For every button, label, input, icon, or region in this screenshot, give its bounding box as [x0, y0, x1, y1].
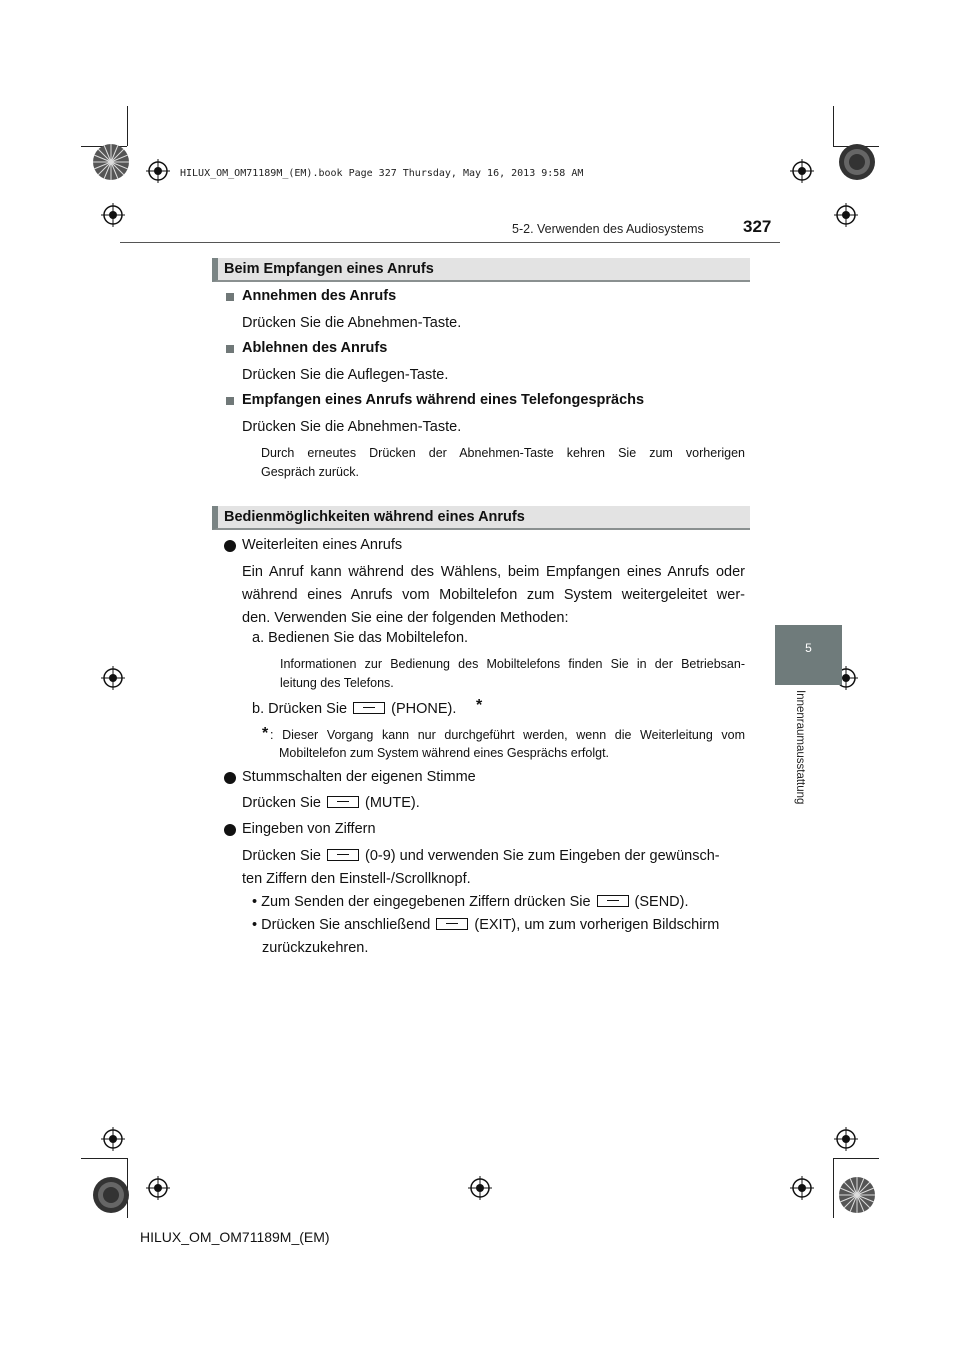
- registration-mark-icon: [468, 1176, 492, 1200]
- section-title: Beim Empfangen eines Anrufs: [212, 258, 750, 282]
- option-b-prefix: b. Drücken Sie: [252, 701, 348, 717]
- send-prefix: • Zum Senden der eingegebenen Ziffern drücken Sie: [252, 894, 591, 910]
- square-bullet-icon: [226, 345, 234, 353]
- round-bullet-icon: [224, 772, 236, 784]
- registration-mark-icon: [834, 203, 858, 227]
- color-wheel-icon: [838, 1176, 876, 1214]
- registration-mark-icon: [790, 159, 814, 183]
- registration-mark-icon: [146, 159, 170, 183]
- footer-code: HILUX_OM_OM71189M_(EM): [140, 1229, 330, 1245]
- paragraph-line: Ein Anruf kann während des Wählens, beim Empfangen eines Anrufs oder: [242, 564, 745, 580]
- footnote-text: Mobiltelefon zum System während eines Gesprächs erfolgt.: [279, 746, 610, 760]
- square-bullet-icon: [226, 397, 234, 405]
- option-a: a. Bedienen Sie das Mobiltelefon.: [252, 630, 469, 646]
- item-heading: Annehmen des Anrufs: [242, 288, 397, 304]
- digits-key-icon: [327, 849, 359, 861]
- registration-mark-icon: [834, 1127, 858, 1151]
- asterisk: *: [476, 697, 483, 714]
- paragraph-line: ten Ziffern den Einstell-/Scrollknopf.: [242, 871, 471, 887]
- page-number: 327: [743, 217, 772, 236]
- chapter-number: 5: [805, 641, 812, 655]
- option-b: [252, 701, 456, 717]
- registration-mark-icon: [101, 666, 125, 690]
- item-title: Eingeben von Ziffern: [242, 821, 376, 837]
- note-text: Gespräch zurück.: [261, 465, 359, 479]
- item-text: Drücken Sie die Abnehmen-Taste.: [242, 315, 462, 331]
- digits-suffix: (0-9) und verwenden Sie zum Eingeben der gewünsch-: [364, 848, 720, 864]
- paragraph-line: zurückzukehren.: [262, 940, 369, 956]
- paragraph-line: während eines Anrufs vom Mobiltelefon zum System weitergeleitet wer-: [242, 587, 745, 603]
- option-note: Informationen zur Bedienung des Mobiltelefons finden Sie in der Betriebsan-: [280, 657, 745, 671]
- digits-instruction: [242, 848, 720, 864]
- chapter-label: Innenraumausstattung: [794, 690, 806, 805]
- registration-mark-icon: [101, 1127, 125, 1151]
- item-title: Stummschalten der eigenen Stimme: [242, 769, 476, 785]
- phone-key-icon: [353, 702, 385, 714]
- option-note: leitung des Telefons.: [280, 676, 394, 690]
- mute-key-icon: [327, 796, 359, 808]
- mute-instruction: [242, 795, 420, 811]
- item-text: Drücken Sie die Auflegen-Taste.: [242, 367, 449, 383]
- print-info: HILUX_OM_OM71189M_(EM).book Page 327 Thursday, May 16, 2013 9:58 AM: [180, 168, 584, 179]
- item-title: Weiterleiten eines Anrufs: [242, 537, 403, 553]
- note-text: Durch erneutes Drücken der Abnehmen-Taste kehren Sie zum vorherigen: [261, 446, 745, 460]
- chapter-tab: [775, 625, 842, 685]
- exit-suffix: (EXIT), um zum vorherigen Bildschirm: [474, 917, 720, 933]
- color-wheel-icon: [92, 143, 130, 181]
- item-heading: Empfangen eines Anrufs während eines Telefongesprächs: [242, 392, 645, 408]
- registration-mark-icon: [101, 203, 125, 227]
- item-heading: Ablehnen des Anrufs: [242, 340, 388, 356]
- bullet-send: [252, 894, 689, 910]
- exit-key-icon: [436, 918, 468, 930]
- send-suffix: (SEND).: [634, 894, 689, 910]
- send-key-icon: [597, 895, 629, 907]
- item-text: Drücken Sie die Abnehmen-Taste.: [242, 419, 462, 435]
- paragraph-line: den. Verwenden Sie eine der folgenden Methoden:: [242, 610, 569, 626]
- running-head: 5-2. Verwenden des Audiosystems: [512, 222, 704, 236]
- footnote-mark: *: [262, 725, 269, 742]
- mute-prefix: Drücken Sie: [242, 795, 321, 811]
- footnote-text: : Dieser Vorgang kann nur durchgeführt werden, wenn die Weiterleitung vom: [270, 728, 745, 742]
- color-wheel-icon: [92, 1176, 130, 1214]
- digits-prefix: Drücken Sie: [242, 848, 321, 864]
- exit-prefix: • Drücken Sie anschließend: [252, 917, 431, 933]
- section-title: Bedienmöglichkeiten während eines Anrufs: [212, 506, 750, 530]
- round-bullet-icon: [224, 540, 236, 552]
- round-bullet-icon: [224, 824, 236, 836]
- option-b-suffix: (PHONE).: [391, 701, 457, 717]
- header-rule: [120, 242, 780, 243]
- color-wheel-icon: [838, 143, 876, 181]
- mute-suffix: (MUTE).: [364, 795, 420, 811]
- registration-mark-icon: [790, 1176, 814, 1200]
- registration-mark-icon: [146, 1176, 170, 1200]
- bullet-exit: [252, 917, 719, 933]
- square-bullet-icon: [226, 293, 234, 301]
